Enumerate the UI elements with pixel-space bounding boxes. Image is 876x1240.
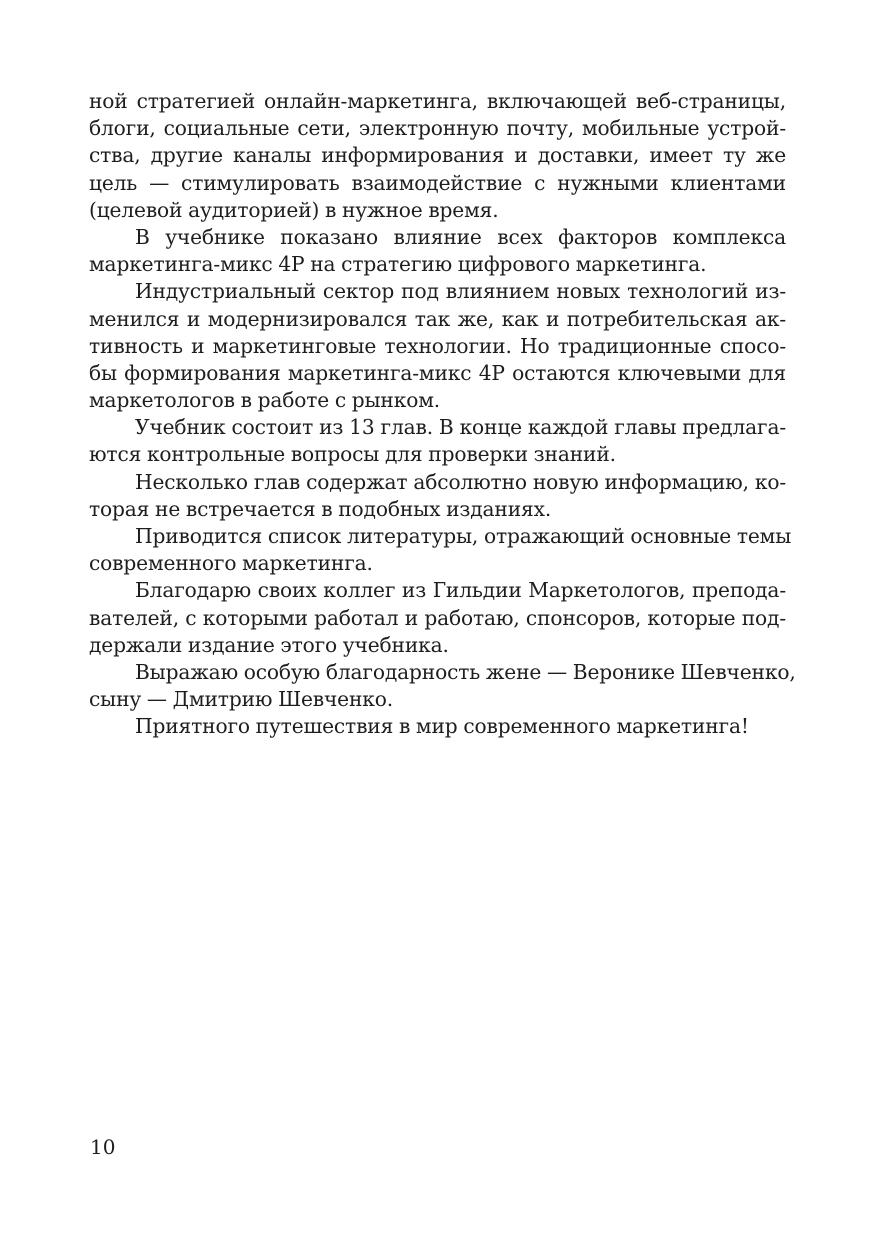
text-line: торая не встречается в подобных изданиях. (89, 496, 552, 521)
paragraph-7 (89, 577, 786, 659)
page-body (89, 88, 796, 741)
text-line: бы формирования маркетинга-микс 4Р остаются ключевыми для (89, 360, 786, 385)
text-line: ются контрольные вопросы для проверки знаний. (89, 442, 616, 467)
text-line: Несколько глав содержат абсолютно новую информацию, ко- (135, 469, 786, 494)
text-line: маркетинга-микс 4Р на стратегию цифрового маркетинга. (89, 252, 707, 277)
text-line: цель — стимулировать взаимодействие с нужными клиентами (89, 170, 786, 195)
paragraph-9 (89, 713, 786, 740)
paragraph-1 (89, 88, 786, 224)
text-line: менился и модернизировался так же, как и потребительская ак- (89, 306, 786, 331)
text-line: Индустриальный сектор под влиянием новых технологий из- (135, 279, 786, 304)
text-line: Приводится список литературы, отражающий основные темы (135, 524, 792, 548)
text-line: сыну — Дмитрию Шевченко. (89, 687, 394, 712)
paragraph-5 (89, 469, 786, 523)
text-line: современного маркетинга. (89, 551, 373, 576)
paragraph-8 (89, 659, 796, 713)
text-line: (целевой аудиторией) в нужное время. (89, 197, 499, 222)
paragraph-2 (89, 224, 786, 278)
text-line: Благодарю своих коллег из Гильдии Маркетологов, препода- (135, 578, 786, 603)
text-line: вателей, с которыми работал и работаю, спонсоров, которые под- (89, 605, 786, 630)
text-line: блоги, социальные сети, электронную почту, мобильные устрой- (89, 116, 786, 141)
text-line: ной стратегией онлайн-маркетинга, включающей веб-страницы, (89, 89, 786, 113)
text-line: тивность и маркетинговые технологии. Но традиционные спосо- (89, 333, 786, 358)
text-line: держали издание этого учебника. (89, 632, 449, 657)
text-line: В учебнике показано влияние всех факторов комплекса (135, 224, 786, 249)
text-line: маркетологов в работе с рынком. (89, 388, 441, 413)
paragraph-6 (89, 523, 792, 577)
text-line: Приятного путешествия в мир современного маркетинга! (135, 714, 749, 739)
paragraph-3 (89, 278, 786, 414)
text-line: Выражаю особую благодарность жене — Веронике Шевченко, (135, 659, 796, 684)
paragraph-4 (89, 414, 786, 468)
text-line: Учебник состоит из 13 глав. В конце каждой главы предлага- (135, 415, 786, 440)
page-number: 10 (90, 1135, 116, 1159)
text-line: ства, другие каналы информирования и доставки, имеет ту же (89, 143, 786, 168)
